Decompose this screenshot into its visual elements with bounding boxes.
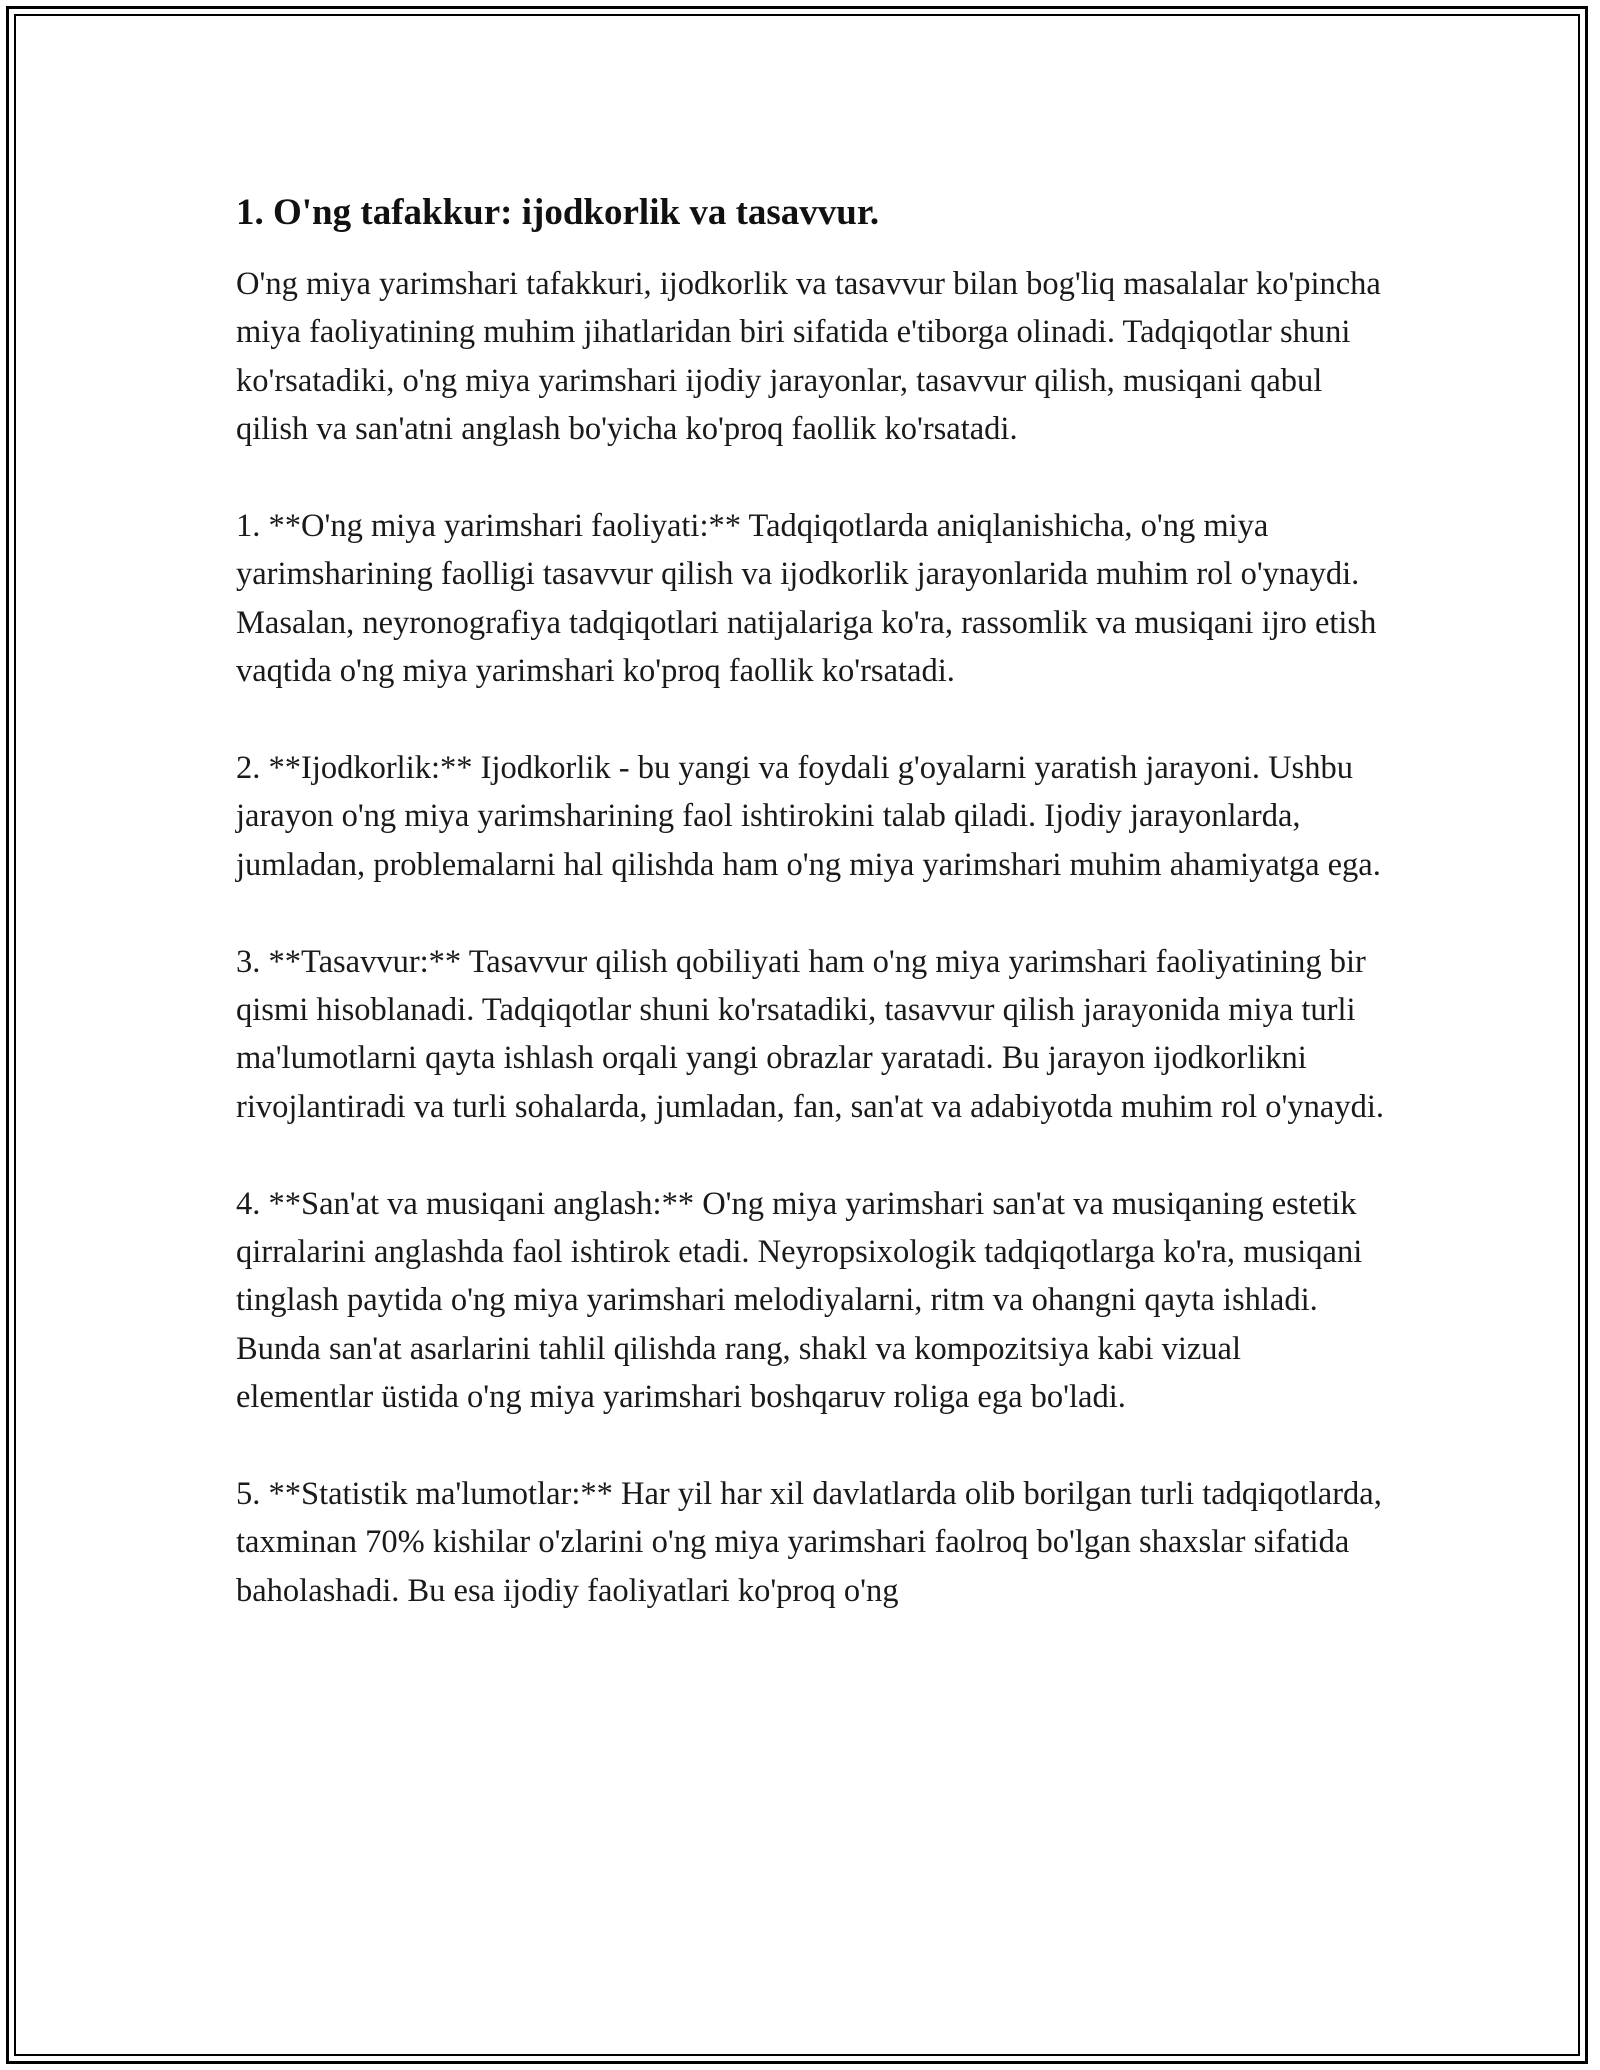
section-heading: 1. O'ng tafakkur: ijodkorlik va tasavvur. xyxy=(236,192,880,233)
paragraph-right-hemisphere-activity: 1. **O'ng miya yarimshari faoliyati:** Tadqiqotlarda aniqlanishicha, o'ng miya yarimsharining faolligi tasavvur qilish va ijodkorlik jarayonlarida muhim rol o'ynaydi. Masalan, neyronografiya tadqiqotlari natijalariga ko'ra, rassomlik va musiqani ijro etish vaqtida o'ng miya yarimshari ko'proq faollik ko'rsatadi. xyxy=(236,508,1377,690)
paragraph-imagination: 3. **Tasavvur:** Tasavvur qilish qobiliyati ham o'ng miya yarimshari faoliyatining bir qismi hisoblanadi. Tadqiqotlar shuni ko'rsatadiki, tasavvur qilish jarayonida miya turli ma'lumotlarni qayta ishlash orqali yangi obrazlar yaratadi. Bu jarayon ijodkorlikni rivojlantiradi va turli sohalarda, jumladan, fan, san'at va adabiyotda muhim rol o'ynaydi. xyxy=(236,943,1384,1125)
paragraph-statistics: 5. **Statistik ma'lumotlar:** Har yil har xil davlatlarda olib borilgan turli tadqiqotlarda, taxminan 70% kishilar o'zlarini o'ng miya yarimshari faolroq bo'lgan shaxslar sifatida baholashadi. Bu esa ijodiy faoliyatlari ko'proq o'ng xyxy=(236,1476,1382,1609)
document-body xyxy=(236,188,1386,1664)
paragraph-creativity: 2. **Ijodkorlik:** Ijodkorlik - bu yangi va foydali g'oyalarni yaratish jarayoni. Ushbu jarayon o'ng miya yarimsharining faol ishtirokini talab qiladi. Ijodiy jarayonlarda, jumladan, problemalarni hal qilishda ham o'ng miya yarimshari muhim ahamiyatga ega. xyxy=(236,750,1381,883)
intro-paragraph: O'ng miya yarimshari tafakkuri, ijodkorlik va tasavvur bilan bog'liq masalalar ko'pincha miya faoliyatining muhim jihatlaridan biri sifatida e'tiborga olinadi. Tadqiqotlar shuni ko'rsatadiki, o'ng miya yarimshari ijodiy jarayonlar, tasavvur qilish, musiqani qabul qilish va san'atni anglash bo'yicha ko'proq faollik ko'rsatadi. xyxy=(236,266,1381,448)
paragraph-art-and-music: 4. **San'at va musiqani anglash:** O'ng miya yarimshari san'at va musiqaning estetik qirralarini anglashda faol ishtirok etadi. Neyropsixologik tadqiqotlarga ko'ra, musiqani tinglash paytida o'ng miya yarimshari melodiyalarni, ritm va ohangni qayta ishladi. Bunda san'at asarlarini tahlil qilishda rang, shakl va kompozitsiya kabi vizual elementlar üstida o'ng miya yarimshari boshqaruv roliga ega bo'ladi. xyxy=(236,1185,1363,1416)
